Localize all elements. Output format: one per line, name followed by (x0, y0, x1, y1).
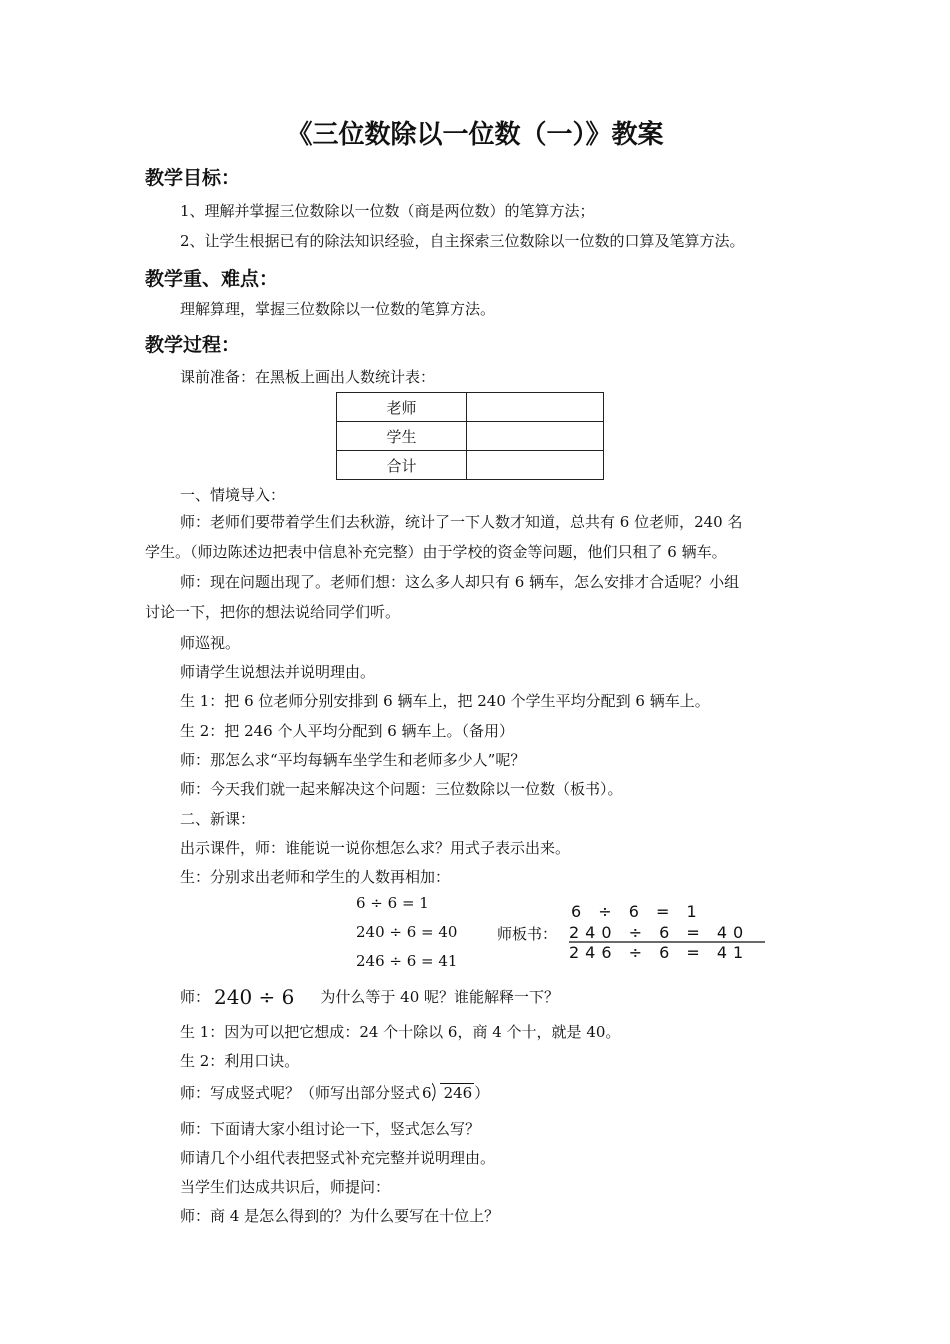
document-title: 《三位数除以一位数（一）》教案 (286, 120, 664, 150)
board-equation: 6 ÷ 6 = 1 (571, 902, 703, 921)
question-text: 为什么等于 40 呢？谁能解释一下？ (320, 988, 560, 1006)
newlesson-line: 生：分别求出老师和学生的人数再相加： (180, 868, 451, 886)
question-prefix: 师： (180, 988, 211, 1006)
table-cell-label: 学生 (337, 422, 467, 451)
goal-item: 1、理解并掌握三位数除以一位数（商是两位数）的笔算方法； (180, 202, 595, 220)
intro-line: 师：那怎么求“平均每辆车坐学生和老师多少人”呢？ (180, 751, 526, 769)
intro-paragraph-2 (145, 567, 810, 627)
goals-heading: 教学目标： (145, 167, 241, 189)
board-equation: 240 ÷ 6 = 40 (569, 923, 750, 942)
paragraph-line: 师：老师们要带着学生们去秋游，统计了一下人数才知道，总共有 6 位老师，240 名 (180, 513, 743, 531)
paragraph-line: 学生。（师边陈述边把表中信息补充完整）由于学校的资金等问题，他们只租了 6 辆车。 (145, 543, 727, 561)
question-line (180, 985, 559, 1009)
newlesson-heading: 二、新课： (180, 810, 256, 828)
table-cell-value (467, 422, 604, 451)
intro-line: 生 2：把 246 个人平均分配到 6 辆车上。（备用） (180, 722, 515, 740)
intro-line: 师：今天我们就一起来解决这个问题：三位数除以一位数（板书）。 (180, 780, 623, 798)
vertical-prefix: 师：写成竖式呢？（师写出部分竖式 (180, 1084, 421, 1102)
newlesson-after-line: 师：商 4 是怎么得到的？为什么要写在十位上？ (180, 1207, 500, 1225)
board-writing-image (565, 900, 770, 962)
intro-line: 师请学生说想法并说明理由。 (180, 663, 376, 681)
key-points-text: 理解算理，掌握三位数除以一位数的笔算方法。 (180, 300, 496, 318)
vertical-suffix: ） (474, 1084, 490, 1102)
intro-heading: 一、情境导入： (180, 486, 286, 504)
newlesson-after-line: 师：下面请大家小组讨论一下，竖式怎么写？ (180, 1120, 481, 1138)
answer-line: 生 2：利用口诀。 (180, 1052, 300, 1070)
table-cell-value (467, 451, 604, 480)
intro-line: 生 1：把 6 位老师分别安排到 6 辆车上，把 240 个学生平均分配到 6 辆车上。 (180, 692, 710, 710)
division-bracket-icon (432, 1082, 438, 1102)
table-row (337, 393, 604, 422)
goal-item: 2、让学生根据已有的除法知识经验，自主探索三位数除以一位数的口算及笔算方法。 (180, 232, 745, 250)
paragraph-line: 讨论一下，把你的想法说给同学们听。 (145, 603, 401, 621)
equation: 246 ÷ 6 = 41 (356, 952, 458, 970)
headcount-table (336, 392, 604, 480)
prep-text: 课前准备：在黑板上画出人数统计表： (180, 368, 436, 386)
question-expression: 240 ÷ 6 (214, 985, 295, 1009)
process-heading: 教学过程： (145, 334, 241, 356)
equation: 240 ÷ 6 = 40 (356, 923, 458, 941)
table-cell-label: 老师 (337, 393, 467, 422)
dividend: 246 (440, 1083, 475, 1102)
divisor: 6 (422, 1084, 432, 1102)
table-row (337, 422, 604, 451)
table-cell-value (467, 393, 604, 422)
newlesson-after-line: 当学生们达成共识后，师提问： (180, 1178, 391, 1196)
table-cell-label: 合计 (337, 451, 467, 480)
newlesson-line: 出示课件，师：谁能说一说你想怎么求？用式子表示出来。 (180, 839, 571, 857)
paragraph-line: 师：现在问题出现了。老师们想：这么多人却只有 6 辆车，怎么安排才合适呢？小组 (180, 573, 740, 591)
long-division (420, 1082, 474, 1102)
intro-line: 师巡视。 (180, 634, 241, 652)
board-label: 师板书： (497, 925, 558, 943)
board-equation: 246 ÷ 6 = 41 (569, 943, 750, 962)
answer-line: 生 1：因为可以把它想成：24 个十除以 6，商 4 个十，就是 40。 (180, 1023, 621, 1041)
key-points-heading: 教学重、难点： (145, 268, 279, 290)
intro-paragraph-1 (145, 507, 810, 567)
vertical-form-line (180, 1082, 489, 1103)
newlesson-after-line: 师请几个小组代表把竖式补充完整并说明理由。 (180, 1149, 496, 1167)
equation: 6 ÷ 6 = 1 (356, 894, 429, 912)
table-row (337, 451, 604, 480)
